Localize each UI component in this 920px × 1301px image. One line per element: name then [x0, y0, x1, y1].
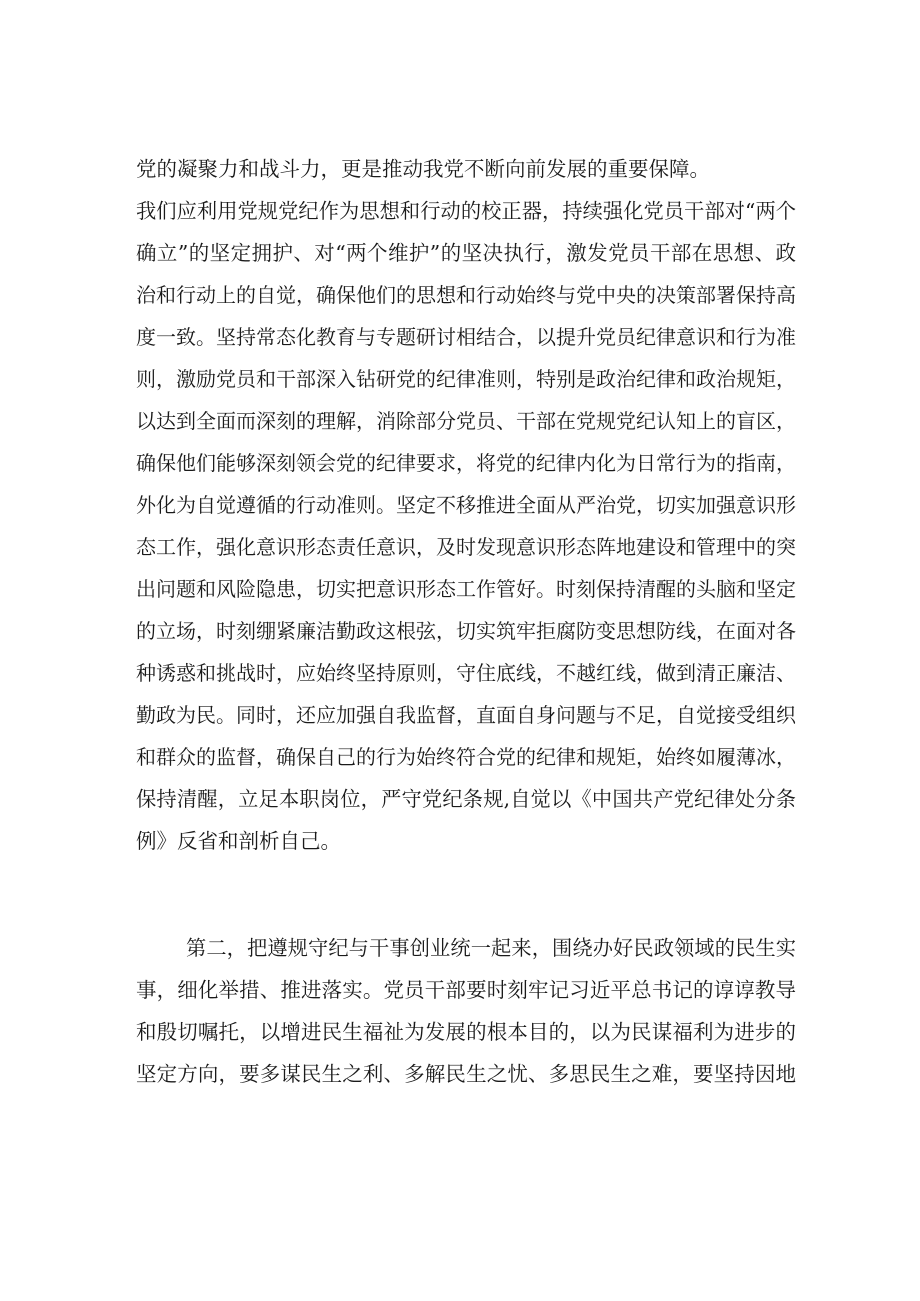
text-line: 确保他们能够深刻领会党的纪律要求，将党的纪律内化为日常行为的指南， [136, 451, 796, 475]
text-line: 保持清醒，立足本职岗位，严守党纪条规,自觉以《中国共产党纪律处分条 [136, 787, 796, 811]
text-line: 治和行动上的自觉，确保他们的思想和行动始终与党中央的决策部署保持高 [136, 283, 796, 307]
text-line: 勤政为民。同时，还应加强自我监督，直面自身问题与不足，自觉接受组织 [136, 703, 796, 727]
text-line: 坚定方向，要多谋民生之利、多解民生之忧、多思民生之难，要坚持因地 [136, 1062, 796, 1086]
text-line: 确立”的坚定拥护、对“两个维护”的坚决执行，激发党员干部在思想、政 [136, 241, 796, 265]
text-line: 第二，把遵规守纪与干事创业统一起来，围绕办好民政领域的民生实 [186, 936, 796, 960]
text-line: 的立场，时刻绷紧廉洁勤政这根弦，切实筑牢拒腐防变思想防线，在面对各 [136, 619, 796, 643]
text-line: 和殷切嘱托，以增进民生福祉为发展的根本目的，以为民谋福利为进步的 [136, 1020, 796, 1044]
text-line: 则，激励党员和干部深入钻研党的纪律准则，特别是政治纪律和政治规矩， [136, 367, 796, 391]
text-line: 种诱惑和挑战时，应始终坚持原则，守住底线，不越红线，做到清正廉洁、 [136, 661, 796, 685]
text-line: 度一致。坚持常态化教育与专题研讨相结合，以提升党员纪律意识和行为准 [136, 325, 796, 349]
text-line: 党的凝聚力和战斗力，更是推动我党不断向前发展的重要保障。 [136, 157, 710, 181]
text-line: 出问题和风险隐患，切实把意识形态工作管好。时刻保持清醒的头脑和坚定 [136, 577, 796, 601]
text-line: 事，细化举措、推进落实。党员干部要时刻牢记习近平总书记的谆谆教导 [136, 978, 796, 1002]
text-line: 态工作，强化意识形态责任意识，及时发现意识形态阵地建设和管理中的突 [136, 535, 796, 559]
text-line: 和群众的监督，确保自己的行为始终符合党的纪律和规矩，始终如履薄冰， [136, 745, 796, 769]
text-line: 以达到全面而深刻的理解，消除部分党员、干部在党规党纪认知上的盲区， [136, 409, 796, 433]
text-line: 例》反省和剖析自己。 [136, 829, 341, 853]
text-line: 我们应利用党规党纪作为思想和行动的校正器，持续强化党员干部对“两个 [136, 199, 796, 223]
text-line: 外化为自觉遵循的行动准则。坚定不移推进全面从严治党，切实加强意识形 [136, 493, 796, 517]
